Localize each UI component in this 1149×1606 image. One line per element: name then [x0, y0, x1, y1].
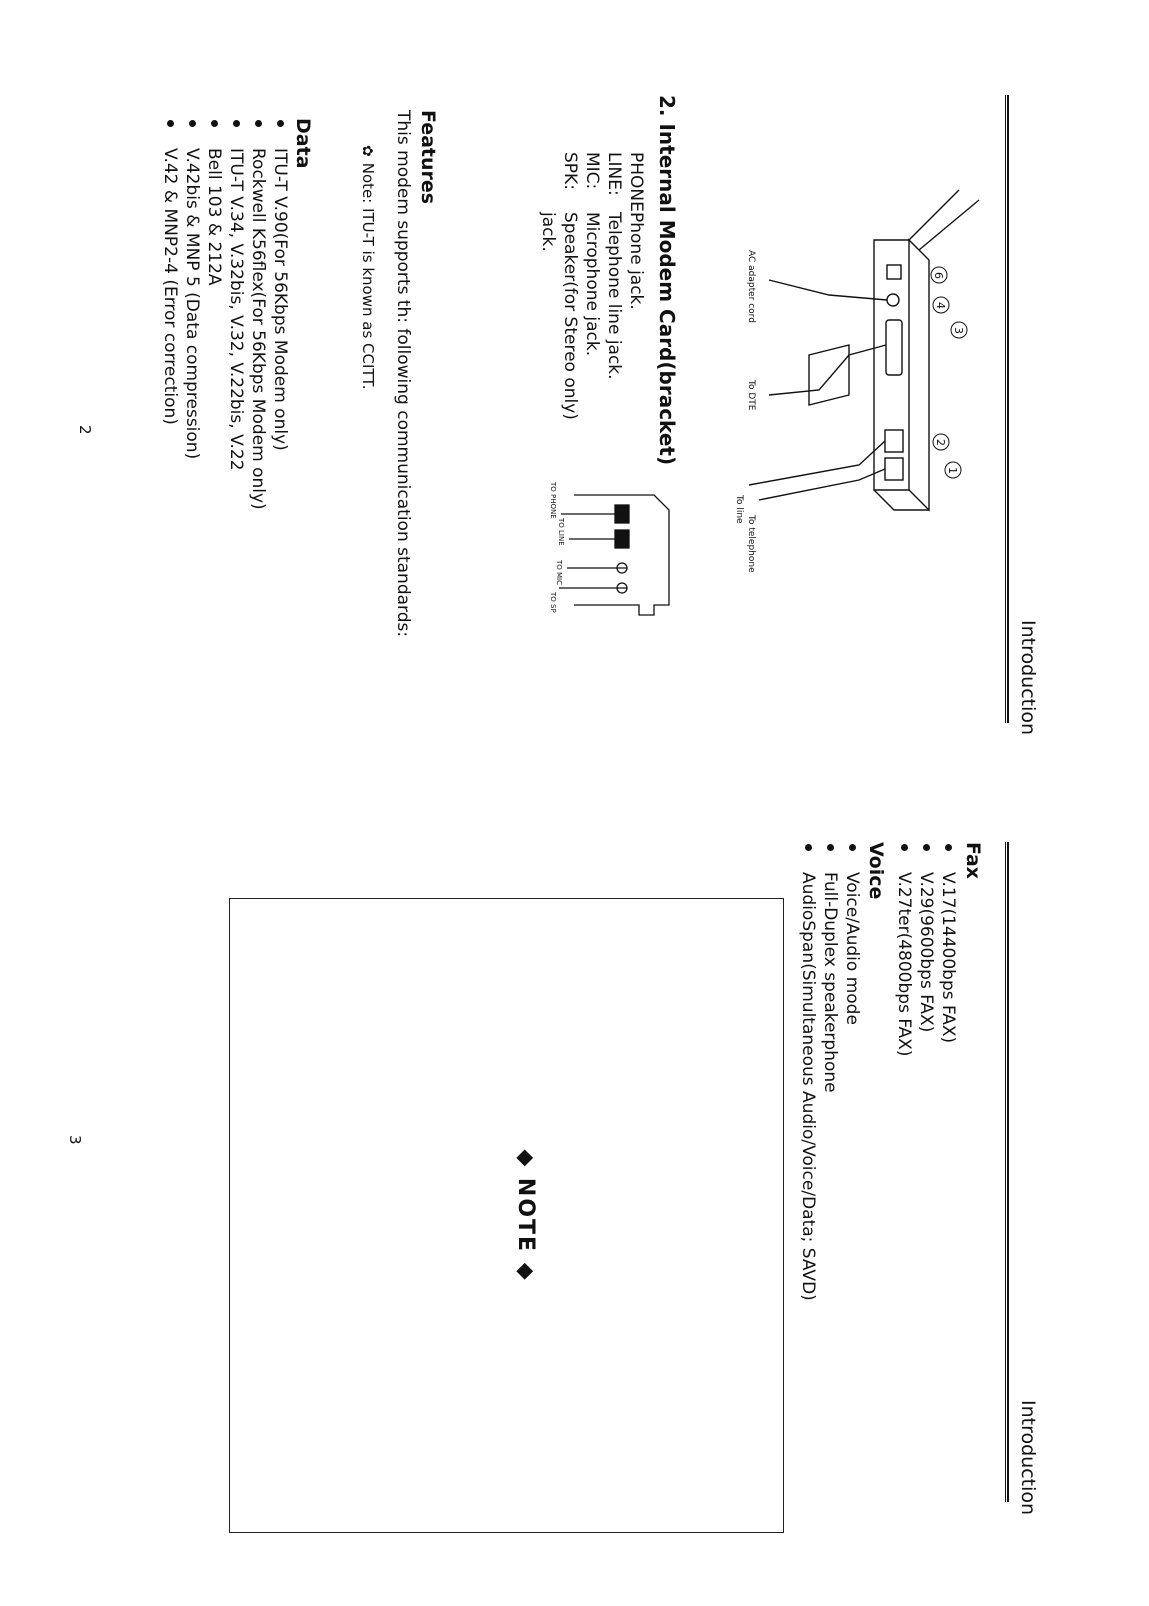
voice-title: Voice: [865, 842, 887, 900]
connector-key: MIC:: [582, 152, 602, 190]
fax-title: Fax: [962, 842, 984, 879]
connector-row: [559, 152, 581, 420]
connector-key: [537, 152, 559, 212]
modem-side-face: [874, 490, 929, 510]
leader-line: [919, 200, 979, 250]
list-item: Voice/Audio mode: [841, 842, 863, 1301]
connector-value: Speaker(for Stereo only): [560, 212, 580, 420]
dte-cable-line: [769, 345, 886, 395]
connector-value: Phone jack.: [626, 212, 646, 310]
bracket-label-mic: TO MIC: [555, 560, 563, 586]
header-rule: [1005, 95, 1009, 723]
list-item: AudioSpan(Simultaneous Audio/Voice/Data; SAVD): [797, 842, 819, 1301]
features-title: Features: [417, 110, 439, 205]
list-item: Rockwell K56flex(For 56Kbps Modem only): [247, 118, 269, 510]
list-item: V.29(9600bps FAX): [915, 842, 937, 1056]
page-number: 3: [66, 1135, 84, 1145]
line-cable: [759, 469, 885, 500]
connector-value: jack.: [538, 212, 558, 252]
connector-value: Telephone line jack.: [604, 212, 624, 380]
port-4: [887, 294, 899, 306]
connector-row: [603, 152, 625, 420]
connector-row: [537, 152, 559, 420]
port-1: [885, 458, 903, 480]
callout-6: 6: [932, 272, 945, 279]
port-6: [887, 265, 901, 279]
fax-list: [893, 842, 959, 1056]
connector-row: [581, 152, 603, 420]
features-intro: This modem supports th: following communication standards:: [393, 110, 413, 638]
callout-3: 3: [952, 327, 965, 334]
to-line-label: To line: [734, 495, 744, 524]
callout-4: 4: [934, 302, 947, 309]
connector-key: PHONE:: [626, 152, 646, 218]
phone-cable: [749, 441, 885, 485]
left-page: [0, 0, 1149, 800]
data-list: [159, 118, 291, 510]
modem-illustration: [719, 180, 999, 600]
note-icon: ✿: [359, 145, 375, 157]
list-item: V.42bis & MNP 5 (Data compression): [181, 118, 203, 510]
connector-key: LINE:: [604, 152, 624, 196]
ac-cord-line: [769, 280, 887, 300]
right-page: [0, 800, 1149, 1606]
page-number: 2: [76, 425, 94, 435]
port-2: [885, 430, 903, 452]
features-note-text: Note: ITU-T is known as CCITT.: [359, 162, 377, 390]
note-box: [229, 898, 784, 1533]
list-item: ITU-T V.90(For 56Kbps Modem only): [269, 118, 291, 510]
modem-top-face: [909, 240, 929, 510]
list-item: V.27ter(4800bps FAX): [893, 842, 915, 1056]
bracket-illustration: [549, 480, 679, 630]
db25-plug: [809, 345, 849, 405]
bracket-label-phone: TO PHONE: [549, 482, 557, 519]
header-title: Introduction: [1017, 1400, 1039, 1516]
connector-row: [625, 152, 647, 420]
port-3-serial: [886, 320, 902, 375]
data-title: Data: [292, 118, 314, 169]
voice-list: [797, 842, 863, 1301]
list-item: Full-Duplex speakerphone: [819, 842, 841, 1301]
list-item: ITU-T V.34, V.32bis, V.32, V.22bis, V.22: [225, 118, 247, 510]
bracket-label-line: TO LINE: [557, 518, 565, 546]
leader-line: [909, 190, 959, 240]
to-telephone-label: To telephone: [746, 515, 756, 573]
list-item: V.17(14400bps FAX): [937, 842, 959, 1056]
list-item: V.42 & MNP2-4 (Error correction): [159, 118, 181, 510]
connector-list: [537, 152, 647, 420]
header-title: Introduction: [1017, 620, 1039, 736]
list-item: Bell 103 & 212A: [203, 118, 225, 510]
header-rule: [1005, 842, 1009, 1502]
callout-2: 2: [934, 439, 947, 446]
to-dte-label: To DTE: [746, 380, 756, 411]
connector-key: SPK:: [560, 152, 580, 190]
section-title: 2. Internal Modem Card(bracket): [655, 95, 679, 466]
note-box-title: ◆ NOTE ◆: [513, 1149, 538, 1282]
connector-value: Microphone jack.: [582, 212, 602, 357]
features-note: [356, 145, 379, 389]
bracket-label-spk: TO SP: [549, 592, 557, 613]
callout-1: 1: [946, 467, 959, 474]
ac-adapter-label: AC adapter cord: [746, 250, 756, 323]
